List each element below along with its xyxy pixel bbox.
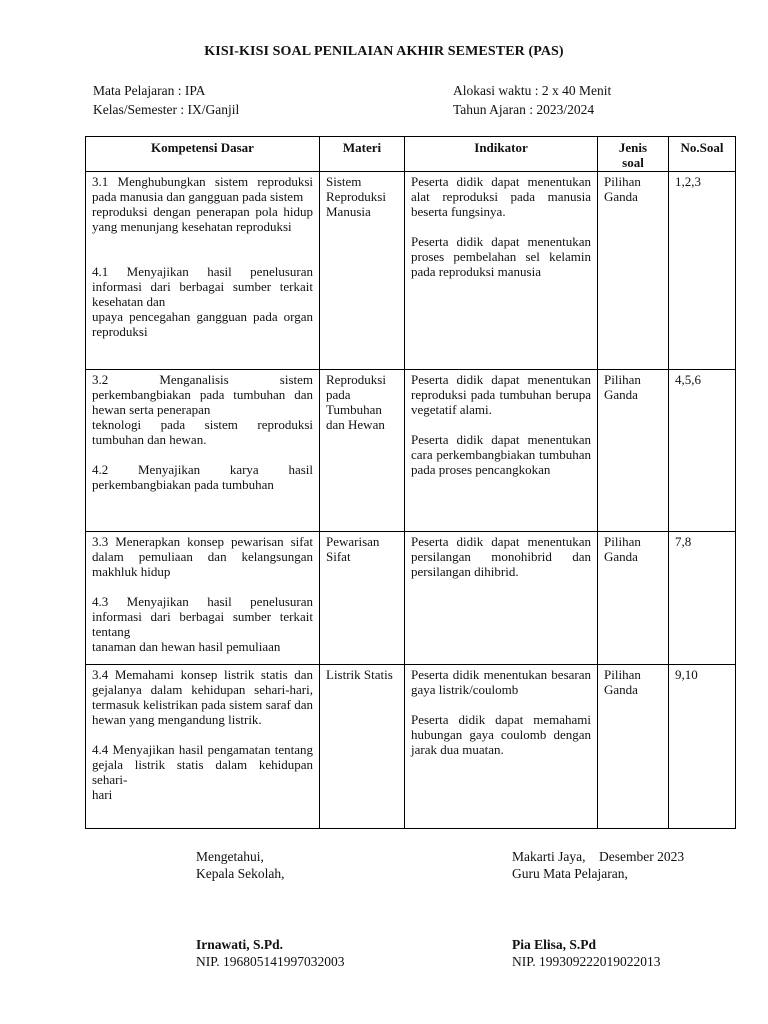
indikator-text: Peserta didik dapat menentukan reproduksi pada tumbuhan berupa vegetatif alami. xyxy=(411,372,591,417)
indikator-text: Peserta didik dapat menentukan persilangan monohibrid dan persilangan dihibrid. xyxy=(411,534,591,579)
kd-cell xyxy=(86,665,320,829)
kd-cell xyxy=(86,532,320,665)
no-soal-cell: 4,5,6 xyxy=(669,370,736,532)
kd-text: 3.1 Menghubungkan sistem reproduksi pada manusia dan gangguan pada sistem xyxy=(92,174,313,204)
indikator-cell xyxy=(405,370,598,532)
kd-cell xyxy=(86,172,320,370)
table-row xyxy=(86,370,736,532)
header-jenis-soal xyxy=(598,137,669,172)
header-jenis-line1: Jenis xyxy=(618,140,648,155)
teacher-title: Guru Mata Pelajaran, xyxy=(512,866,628,881)
no-soal-cell: 7,8 xyxy=(669,532,736,665)
document-title: KISI-KISI SOAL PENILAIAN AKHIR SEMESTER (PAS) xyxy=(204,44,564,59)
indikator-text: Peserta didik dapat menentukan cara perkembangbiakan tumbuhan pada proses pencangkokan xyxy=(411,432,591,477)
no-soal-cell: 1,2,3 xyxy=(669,172,736,370)
indikator-text: Peserta didik menentukan besaran gaya listrik/coulomb xyxy=(411,667,591,697)
teacher-name: Pia Elisa, S.Pd xyxy=(512,937,597,952)
kd-text: 3.4 Memahami konsep listrik statis dan gejalanya dalam kehidupan sehari-hari, termasuk kelistrikan pada sistem saraf dan hewan yang mengandung listrik. xyxy=(92,667,313,727)
header-no-soal: No.Soal xyxy=(669,137,736,172)
no-soal-cell: 9,10 xyxy=(669,665,736,829)
info-left xyxy=(93,81,239,119)
indikator-text: Peserta didik dapat memahami hubungan gaya coulomb dengan jarak dua muatan. xyxy=(411,712,591,757)
principal-title: Kepala Sekolah, xyxy=(196,866,285,881)
time-allocation-label: Alokasi waktu : 2 x 40 Menit xyxy=(453,83,612,98)
materi-cell: Listrik Statis xyxy=(320,665,405,829)
indikator-text: Peserta didik dapat menentukan proses pembelahan sel kelamin pada reproduksi manusia xyxy=(411,234,591,279)
teacher-nip: NIP. 199309222019022013 xyxy=(512,954,661,969)
materi-cell: Reproduksi pada Tumbuhan dan Hewan xyxy=(320,370,405,532)
kd-text: 3.2 Menganalisis sistem perkembangbiakan pada tumbuhan dan hewan serta penerapan xyxy=(92,372,313,417)
indikator-cell xyxy=(405,172,598,370)
indikator-cell xyxy=(405,665,598,829)
table-row xyxy=(86,532,736,665)
academic-year-label: Tahun Ajaran : 2023/2024 xyxy=(453,102,595,117)
materi-cell: Pewarisan Sifat xyxy=(320,532,405,665)
subject-label: Mata Pelajaran : IPA xyxy=(93,83,206,98)
signatory-left xyxy=(196,936,345,970)
header-materi: Materi xyxy=(320,137,405,172)
kd-cell xyxy=(86,370,320,532)
table-row xyxy=(86,665,736,829)
kd-text: 3.3 Menerapkan konsep pewarisan sifat dalam pemuliaan dan kelangsungan makhluk hidup xyxy=(92,534,313,579)
header-kompetensi-dasar: Kompetensi Dasar xyxy=(86,137,320,172)
kd-text: tanaman dan hewan hasil pemuliaan xyxy=(92,639,281,654)
table-header-row xyxy=(86,137,736,172)
signature-right xyxy=(512,848,684,882)
jenis-soal-cell: Pilihan Ganda xyxy=(598,172,669,370)
kd-text: 4.3 Menyajikan hasil penelusuran informasi dari berbagai sumber terkait tentang xyxy=(92,594,313,639)
kd-text: 4.2 Menyajikan karya hasil perkembangbiakan pada tumbuhan xyxy=(92,462,313,492)
header-indikator: Indikator xyxy=(405,137,598,172)
kd-text: upaya pencegahan gangguan pada organ reproduksi xyxy=(92,309,313,339)
info-right xyxy=(453,81,611,119)
kisi-kisi-table xyxy=(85,136,736,829)
indikator-text: Peserta didik dapat menentukan alat reproduksi pada manusia beserta fungsinya. xyxy=(411,174,591,219)
signature-left xyxy=(196,848,284,882)
class-semester-label: Kelas/Semester : IX/Ganjil xyxy=(93,102,240,117)
jenis-soal-cell: Pilihan Ganda xyxy=(598,532,669,665)
kd-text: 4.4 Menyajikan hasil pengamatan tentang gejala listrik statis dalam kehidupan sehari- xyxy=(92,742,313,787)
acknowledged-label: Mengetahui, xyxy=(196,849,264,864)
materi-cell: Sistem Reproduksi Manusia xyxy=(320,172,405,370)
place-date-label: Makarti Jaya, Desember 2023 xyxy=(512,849,685,864)
indikator-cell xyxy=(405,532,598,665)
table-row xyxy=(86,172,736,370)
kd-text: hari xyxy=(92,787,113,802)
jenis-soal-cell: Pilihan Ganda xyxy=(598,370,669,532)
kd-text: 4.1 Menyajikan hasil penelusuran informasi dari berbagai sumber terkait kesehatan dan xyxy=(92,264,313,309)
principal-name: Irnawati, S.Pd. xyxy=(196,937,284,952)
principal-nip: NIP. 196805141997032003 xyxy=(196,954,345,969)
signatory-right xyxy=(512,936,661,970)
jenis-soal-cell: Pilihan Ganda xyxy=(598,665,669,829)
kd-text: reproduksi dengan penerapan pola hidup yang menunjang kesehatan reproduksi xyxy=(92,204,313,234)
header-jenis-line2: soal xyxy=(622,155,644,170)
kd-text: teknologi pada sistem reproduksi tumbuhan dan hewan. xyxy=(92,417,313,447)
